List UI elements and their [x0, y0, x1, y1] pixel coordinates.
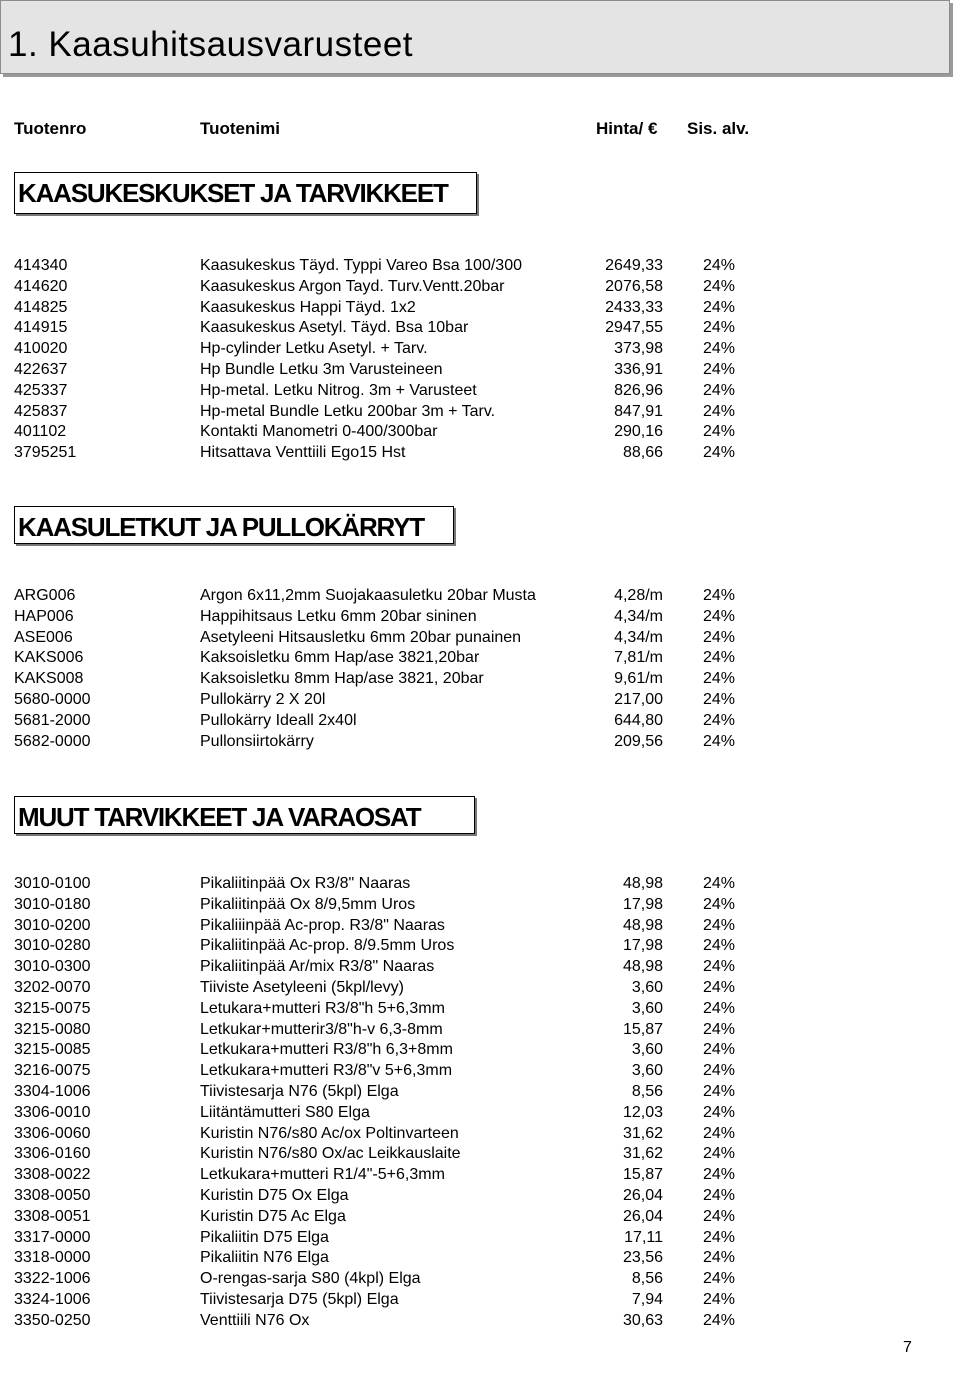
euro-symbol: €	[647, 119, 658, 138]
product-number-cell: 3216-0075	[14, 1062, 91, 1080]
product-number-cell: 425337	[14, 381, 68, 399]
product-number-cell: 3308-0022	[14, 1166, 91, 1184]
vat-cell: 24%	[702, 1124, 735, 1142]
vat-cell: 24%	[702, 1249, 735, 1267]
product-number-cell: ASE006	[14, 628, 73, 646]
product-name-cell: Argon 6x11,2mm Suojakaasuletku 20bar Musta	[200, 587, 536, 604]
product-name-cell: Pikaliiinpää Ac-prop. R3/8" Naaras	[200, 916, 445, 934]
table-row	[0, 916, 960, 937]
table-row	[0, 711, 960, 732]
vat-cell: 24%	[702, 1041, 735, 1059]
table-row	[0, 1311, 960, 1332]
table-row	[0, 936, 960, 957]
price-cell: 23,56	[622, 1249, 663, 1267]
product-number-cell: 3010-0100	[14, 875, 91, 892]
product-number-cell: 414340	[14, 257, 68, 274]
product-name-cell: Pullokärry 2 X 20l	[200, 690, 326, 708]
table-row	[0, 669, 960, 690]
table-row	[0, 339, 960, 360]
price-cell: 48,98	[622, 958, 663, 976]
product-name-cell: Hp-metal. Letku Nitrog. 3m + Varusteet	[200, 381, 477, 399]
page-number: 7	[903, 1339, 912, 1356]
price-cell: 373,98	[614, 340, 663, 358]
table-row	[0, 318, 960, 339]
price-cell: 209,56	[614, 732, 663, 750]
table-row	[0, 648, 960, 669]
table-row	[0, 277, 960, 298]
vat-cell: 24%	[702, 978, 735, 996]
table-row	[0, 586, 960, 607]
table-row	[0, 1124, 960, 1145]
section-rows-gas-centrals	[0, 256, 960, 464]
product-number-cell: KAKS006	[14, 649, 84, 667]
price-cell: 3,60	[631, 1041, 663, 1059]
product-name-cell: Pikaliitin D75 Elga	[200, 1228, 329, 1246]
vat-cell: 24%	[702, 1290, 735, 1308]
vat-cell: 24%	[702, 1145, 735, 1163]
vat-cell: 24%	[702, 402, 735, 420]
table-row	[0, 360, 960, 381]
price-cell: 12,03	[622, 1103, 663, 1121]
product-number-cell: 5680-0000	[14, 690, 91, 708]
table-row	[0, 895, 960, 916]
product-number-cell: 3318-0000	[14, 1249, 91, 1267]
product-number-cell: 422637	[14, 360, 68, 378]
vat-cell: 24%	[702, 1270, 735, 1288]
product-number-cell: 3215-0075	[14, 999, 91, 1017]
product-name-cell: Kaasukeskus Täyd. Typpi Vareo Bsa 100/300	[200, 257, 522, 274]
product-name-cell: Pikaliitinpää Ar/mix R3/8" Naaras	[200, 958, 435, 976]
section-heading-other-accessories: MUUT TARVIKKEET JA VARAOSAT	[14, 796, 475, 834]
product-number-cell: 5681-2000	[14, 711, 91, 729]
product-number-cell: 3306-0060	[14, 1124, 91, 1142]
product-name-cell: Hp-cylinder Letku Asetyl. + Tarv.	[200, 340, 428, 358]
vat-cell: 24%	[702, 628, 735, 646]
table-row	[0, 1290, 960, 1311]
product-name-cell: Hitsattava Venttiili Ego15 Hst	[200, 444, 406, 462]
section-rows-other-accessories	[0, 874, 960, 1332]
vat-cell: 24%	[702, 298, 735, 316]
price-cell: 4,34/m	[614, 628, 663, 646]
price-cell: 26,04	[622, 1186, 663, 1204]
vat-cell: 24%	[702, 607, 735, 625]
table-row	[0, 1269, 960, 1290]
vat-cell: 24%	[702, 711, 735, 729]
vat-cell: 24%	[702, 444, 735, 462]
product-number-cell: 3010-0300	[14, 958, 91, 976]
product-name-cell: Kuristin D75 Ac Elga	[200, 1207, 346, 1225]
vat-cell: 24%	[702, 277, 735, 295]
vat-cell: 24%	[702, 1207, 735, 1225]
column-header-price-label: Hinta/	[596, 119, 644, 138]
table-row	[0, 957, 960, 978]
product-name-cell: Kaasukeskus Asetyl. Täyd. Bsa 10bar	[200, 319, 469, 337]
vat-cell: 24%	[702, 999, 735, 1017]
section-heading-gas-hoses: KAASULETKUT JA PULLOKÄRRYT	[14, 506, 454, 544]
product-number-cell: 3350-0250	[14, 1311, 91, 1329]
product-number-cell: HAP006	[14, 607, 74, 625]
price-cell: 2433,33	[605, 298, 663, 316]
product-number-cell: 3322-1006	[14, 1270, 91, 1288]
vat-cell: 24%	[702, 423, 735, 441]
vat-cell: 24%	[702, 1311, 735, 1329]
product-number-cell: 414825	[14, 298, 68, 316]
table-row	[0, 1207, 960, 1228]
price-cell: 2947,55	[605, 319, 663, 337]
product-name-cell: Pullokärry Ideall 2x40l	[200, 711, 357, 729]
product-number-cell: KAKS008	[14, 670, 84, 688]
product-name-cell: Pikaliitinpää Ac-prop. 8/9.5mm Uros	[200, 937, 455, 955]
column-header-vat: Sis. alv.	[687, 119, 750, 138]
price-cell: 217,00	[614, 690, 663, 708]
product-number-cell: 414620	[14, 277, 68, 295]
price-cell: 17,98	[622, 895, 663, 913]
table-row	[0, 1144, 960, 1165]
price-cell: 3,60	[631, 999, 663, 1017]
product-name-cell: Hp Bundle Letku 3m Varusteineen	[200, 360, 443, 378]
table-row	[0, 402, 960, 423]
vat-cell: 24%	[702, 257, 735, 274]
product-name-cell: Kaksoisletku 6mm Hap/ase 3821,20bar	[200, 649, 480, 667]
table-row	[0, 381, 960, 402]
column-header-product-number: Tuotenro	[14, 119, 87, 138]
table-row	[0, 628, 960, 649]
price-cell: 17,98	[622, 937, 663, 955]
product-name-cell: Tiivistesarja N76 (5kpl) Elga	[200, 1082, 399, 1100]
vat-cell: 24%	[702, 1166, 735, 1184]
table-row	[0, 690, 960, 711]
price-cell: 7,94	[631, 1290, 663, 1308]
product-number-cell: 410020	[14, 340, 68, 358]
vat-cell: 24%	[702, 1103, 735, 1121]
price-cell: 3,60	[631, 1062, 663, 1080]
table-row	[0, 1186, 960, 1207]
product-name-cell: Kaasukeskus Argon Tayd. Turv.Ventt.20bar	[200, 277, 505, 295]
vat-cell: 24%	[702, 1062, 735, 1080]
product-number-cell: ARG006	[14, 587, 76, 604]
vat-cell: 24%	[702, 1082, 735, 1100]
price-cell: 3,60	[631, 978, 663, 996]
product-number-cell: 414915	[14, 319, 68, 337]
product-name-cell: Happihitsaus Letku 6mm 20bar sininen	[200, 607, 477, 625]
product-number-cell: 3202-0070	[14, 978, 91, 996]
product-number-cell: 3304-1006	[14, 1082, 91, 1100]
product-name-cell: Venttiili N76 Ox	[200, 1311, 310, 1329]
product-number-cell: 3306-0160	[14, 1145, 91, 1163]
page-title: 1. Kaasuhitsausvarusteet	[8, 25, 414, 64]
product-number-cell: 401102	[14, 423, 67, 441]
product-name-cell: Tiivistesarja D75 (5kpl) Elga	[200, 1290, 399, 1308]
column-header-price	[596, 118, 657, 140]
price-cell: 88,66	[622, 444, 663, 462]
vat-cell: 24%	[702, 381, 735, 399]
section-heading-gas-centrals: KAASUKESKUKSET JA TARVIKKEET	[14, 172, 477, 214]
product-name-cell: Pikaliitinpää Ox R3/8" Naaras	[200, 875, 411, 892]
price-cell: 826,96	[614, 381, 663, 399]
vat-cell: 24%	[702, 340, 735, 358]
product-number-cell: 5682-0000	[14, 732, 91, 750]
product-name-cell: Letukara+mutteri R3/8"h 5+6,3mm	[200, 999, 445, 1017]
price-cell: 15,87	[622, 1166, 663, 1184]
vat-cell: 24%	[702, 732, 735, 750]
product-name-cell: O-rengas-sarja S80 (4kpl) Elga	[200, 1270, 421, 1288]
price-cell: 847,91	[614, 402, 663, 420]
product-number-cell: 3306-0010	[14, 1103, 91, 1121]
table-row	[0, 1248, 960, 1269]
product-number-cell: 3010-0180	[14, 895, 91, 913]
table-row	[0, 874, 960, 895]
product-name-cell: Asetyleeni Hitsausletku 6mm 20bar punainen	[200, 628, 522, 646]
table-row	[0, 298, 960, 319]
vat-cell: 24%	[702, 670, 735, 688]
product-name-cell: Liitäntämutteri S80 Elga	[200, 1103, 370, 1121]
vat-cell: 24%	[702, 958, 735, 976]
price-cell: 290,16	[614, 423, 663, 441]
product-name-cell: Tiiviste Asetyleeni (5kpl/levy)	[200, 978, 404, 996]
price-cell: 31,62	[622, 1124, 663, 1142]
product-number-cell: 425837	[14, 402, 68, 420]
vat-cell: 24%	[702, 937, 735, 955]
product-name-cell: Kuristin D75 Ox Elga	[200, 1186, 349, 1204]
product-number-cell: 3795251	[14, 444, 77, 462]
vat-cell: 24%	[702, 587, 735, 604]
product-name-cell: Kuristin N76/s80 Ac/ox Poltinvarteen	[200, 1124, 459, 1142]
section-rows-gas-hoses	[0, 586, 960, 752]
table-row	[0, 1061, 960, 1082]
price-cell: 2076,58	[605, 277, 663, 295]
product-number-cell: 3317-0000	[14, 1228, 91, 1246]
price-cell: 48,98	[622, 916, 663, 934]
product-number-cell: 3010-0200	[14, 916, 91, 934]
product-name-cell: Letkukara+mutteri R3/8"h 6,3+8mm	[200, 1041, 453, 1059]
vat-cell: 24%	[702, 319, 735, 337]
price-cell: 644,80	[614, 711, 663, 729]
product-number-cell: 3010-0280	[14, 937, 91, 955]
vat-cell: 24%	[702, 649, 735, 667]
vat-cell: 24%	[702, 1228, 735, 1246]
table-row	[0, 1165, 960, 1186]
price-cell: 15,87	[622, 1020, 663, 1038]
product-number-cell: 3308-0050	[14, 1186, 91, 1204]
price-cell: 31,62	[622, 1145, 663, 1163]
vat-cell: 24%	[702, 875, 735, 892]
product-name-cell: Letkukara+mutteri R1/4"-5+6,3mm	[200, 1166, 445, 1184]
product-name-cell: Kaasukeskus Happi Täyd. 1x2	[200, 298, 416, 316]
vat-cell: 24%	[702, 690, 735, 708]
product-number-cell: 3308-0051	[14, 1207, 91, 1225]
product-name-cell: Pikaliitinpää Ox 8/9,5mm Uros	[200, 895, 416, 913]
table-row	[0, 1082, 960, 1103]
price-cell: 30,63	[622, 1311, 663, 1329]
product-name-cell: Kontakti Manometri 0-400/300bar	[200, 423, 438, 441]
table-row	[0, 422, 960, 443]
product-name-cell: Letkukar+mutterir3/8"h-v 6,3-8mm	[200, 1020, 443, 1038]
column-header-product-name: Tuotenimi	[200, 119, 280, 138]
price-cell: 4,28/m	[614, 587, 663, 604]
table-row	[0, 978, 960, 999]
price-cell: 17,11	[624, 1228, 663, 1246]
price-cell: 8,56	[631, 1082, 663, 1100]
vat-cell: 24%	[702, 916, 735, 934]
product-number-cell: 3324-1006	[14, 1290, 91, 1308]
product-number-cell: 3215-0080	[14, 1020, 91, 1038]
price-cell: 48,98	[622, 875, 663, 892]
price-cell: 7,81/m	[614, 649, 663, 667]
price-cell: 4,34/m	[614, 607, 663, 625]
table-row	[0, 1228, 960, 1249]
vat-cell: 24%	[702, 895, 735, 913]
page-title-bar	[0, 0, 950, 74]
table-row	[0, 607, 960, 628]
table-row	[0, 443, 960, 464]
table-row	[0, 732, 960, 753]
table-row	[0, 256, 960, 277]
product-name-cell: Kuristin N76/s80 Ox/ac Leikkauslaite	[200, 1145, 461, 1163]
price-cell: 26,04	[622, 1207, 663, 1225]
product-name-cell: Hp-metal Bundle Letku 200bar 3m + Tarv.	[200, 402, 496, 420]
table-row	[0, 1103, 960, 1124]
product-name-cell: Kaksoisletku 8mm Hap/ase 3821, 20bar	[200, 670, 484, 688]
table-row	[0, 999, 960, 1020]
table-row	[0, 1020, 960, 1041]
price-cell: 9,61/m	[614, 670, 663, 688]
product-name-cell: Letkukara+mutteri R3/8"v 5+6,3mm	[200, 1062, 453, 1080]
vat-cell: 24%	[702, 360, 735, 378]
vat-cell: 24%	[702, 1186, 735, 1204]
price-cell: 336,91	[614, 360, 663, 378]
product-number-cell: 3215-0085	[14, 1041, 91, 1059]
table-row	[0, 1040, 960, 1061]
price-cell: 2649,33	[605, 257, 663, 274]
vat-cell: 24%	[702, 1020, 735, 1038]
product-name-cell: Pullonsiirtokärry	[200, 732, 314, 750]
product-name-cell: Pikaliitin N76 Elga	[200, 1249, 329, 1267]
price-cell: 8,56	[631, 1270, 663, 1288]
